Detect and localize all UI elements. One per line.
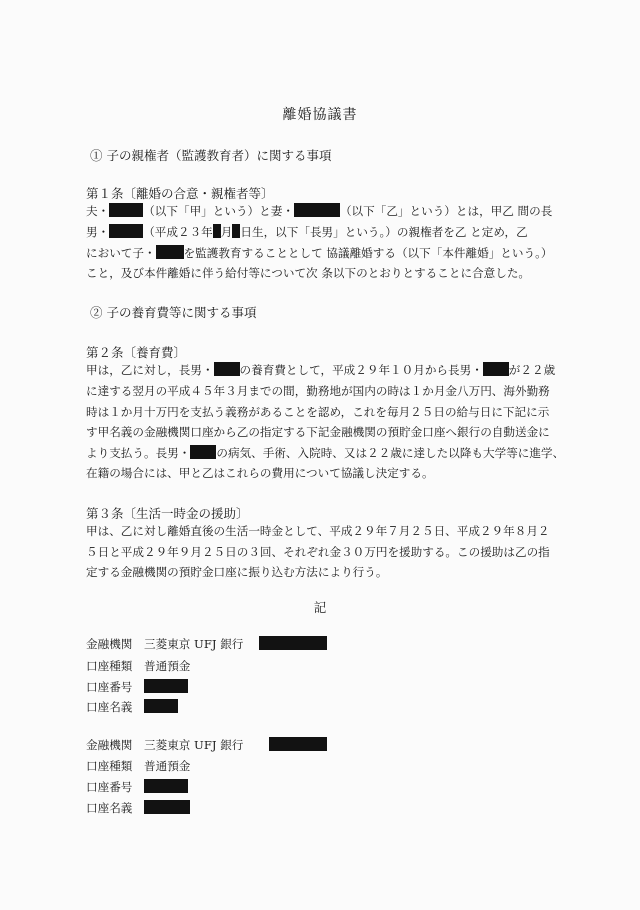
- ki-mark: 記: [313, 600, 327, 615]
- type-label: 口座種類: [86, 759, 133, 773]
- type-label: 口座種類: [86, 659, 133, 673]
- article-2-heading: 第２条〔養育費〕: [86, 345, 187, 360]
- account-1-name-row: [86, 699, 178, 715]
- article-1-line-2: [86, 224, 528, 240]
- type-value: 普通預金: [144, 659, 191, 673]
- redaction-bar: [269, 737, 327, 751]
- article-3-line-3: 定する金融機関の預貯金口座に振り込む方法により行う。: [86, 565, 388, 579]
- text: より支払う。長男・: [86, 446, 191, 460]
- redaction-bar: [109, 224, 143, 238]
- redaction-bar: [213, 224, 221, 238]
- text: 月: [220, 225, 233, 239]
- redaction-bar: [483, 362, 509, 376]
- article-2-line-2: に達する翌月の平成４５年３月までの間，勤務地が国内の時は１か月金八万円、海外勤務: [86, 384, 550, 398]
- redaction-bar: [109, 203, 143, 217]
- redaction-bar: [144, 779, 188, 793]
- bank-value: 三菱東京 UFJ 銀行: [144, 738, 244, 752]
- article-2-line-3: 時は１か月十万円を支払う義務があることを認め，これを毎月２５日の給与日に下記に示: [86, 405, 550, 419]
- redaction-bar: [294, 203, 340, 217]
- bank-label: 金融機関: [86, 637, 133, 651]
- redaction-bar: [190, 445, 216, 459]
- article-1-heading: 第１条〔離婚の合意・親権者等〕: [86, 186, 274, 201]
- redaction-bar: [144, 699, 178, 713]
- text: を監護教育することとして 協議離婚する（以下「本件離婚」という。）: [183, 246, 553, 260]
- name-label: 口座名義: [86, 700, 133, 714]
- account-2-bank-row: [86, 737, 327, 753]
- redaction-bar: [144, 800, 190, 814]
- section-2-heading: ② 子の養育費等に関する事項: [90, 305, 257, 320]
- article-1-line-4: こと，及び本件離婚に伴う給付等について次 条以下のとおりとすることに合意した。: [86, 266, 531, 280]
- account-2-number-row: [86, 779, 188, 795]
- text: （平成２３年: [143, 225, 213, 239]
- article-2-line-1: [86, 362, 555, 378]
- account-1-bank-row: [86, 636, 327, 652]
- account-2-type-row: [86, 758, 190, 774]
- redaction-bar: [156, 245, 184, 259]
- name-label: 口座名義: [86, 801, 133, 815]
- section-1-heading: ① 子の親権者（監護教育者）に関する事項: [90, 148, 332, 163]
- article-2-line-5: [86, 445, 564, 461]
- text: の病気、手術、入院時、又は２２歳に達した以降も大学等に進学、: [216, 446, 565, 460]
- bank-label: 金融機関: [86, 738, 133, 752]
- text: 夫・: [86, 204, 110, 218]
- article-2-line-6: 在籍の場合には、甲と乙はこれらの費用について協議し決定する。: [86, 466, 434, 480]
- text: 日生，以下「長男」という。）の親権者を乙 と定め，乙: [240, 225, 528, 239]
- account-2-name-row: [86, 800, 190, 816]
- number-label: 口座番号: [86, 680, 133, 694]
- type-value: 普通預金: [144, 759, 191, 773]
- number-label: 口座番号: [86, 780, 133, 794]
- text: （以下「乙」という）とは，甲乙 間の長: [339, 204, 553, 218]
- text: の養育費として，平成２９年１０月から長男・: [239, 363, 483, 377]
- text: （以下「甲」という）と妻・: [143, 204, 294, 218]
- redaction-bar: [214, 362, 240, 376]
- article-3-heading: 第３条〔生活一時金の援助〕: [86, 506, 249, 521]
- bank-value: 三菱東京 UFJ 銀行: [144, 637, 244, 651]
- article-3-line-1: 甲は、乙に対し離婚直後の生活一時金として、平成２９年７月２５日、平成２９年８月２: [86, 524, 550, 538]
- document-title: 離婚協議書: [282, 107, 358, 123]
- text: 甲は，乙に対し，長男・: [86, 363, 214, 377]
- text: 男・: [86, 225, 110, 239]
- article-1-line-1: [86, 203, 552, 219]
- redaction-bar: [144, 679, 188, 693]
- article-1-line-3: [86, 245, 552, 261]
- article-3-line-2: ５日と平成２９年９月２５日の３回、それぞれ金３０万円を援助する。この援助は乙の指: [86, 545, 550, 559]
- article-2-line-4: す甲名義の金融機関口座から乙の指定する下記金融機関の預貯金口座へ銀行の自動送金に: [86, 425, 550, 439]
- text: において子・: [86, 246, 156, 260]
- text: が２２歳: [508, 363, 556, 377]
- account-1-number-row: [86, 679, 188, 695]
- redaction-bar: [259, 636, 327, 650]
- account-1-type-row: [86, 658, 190, 674]
